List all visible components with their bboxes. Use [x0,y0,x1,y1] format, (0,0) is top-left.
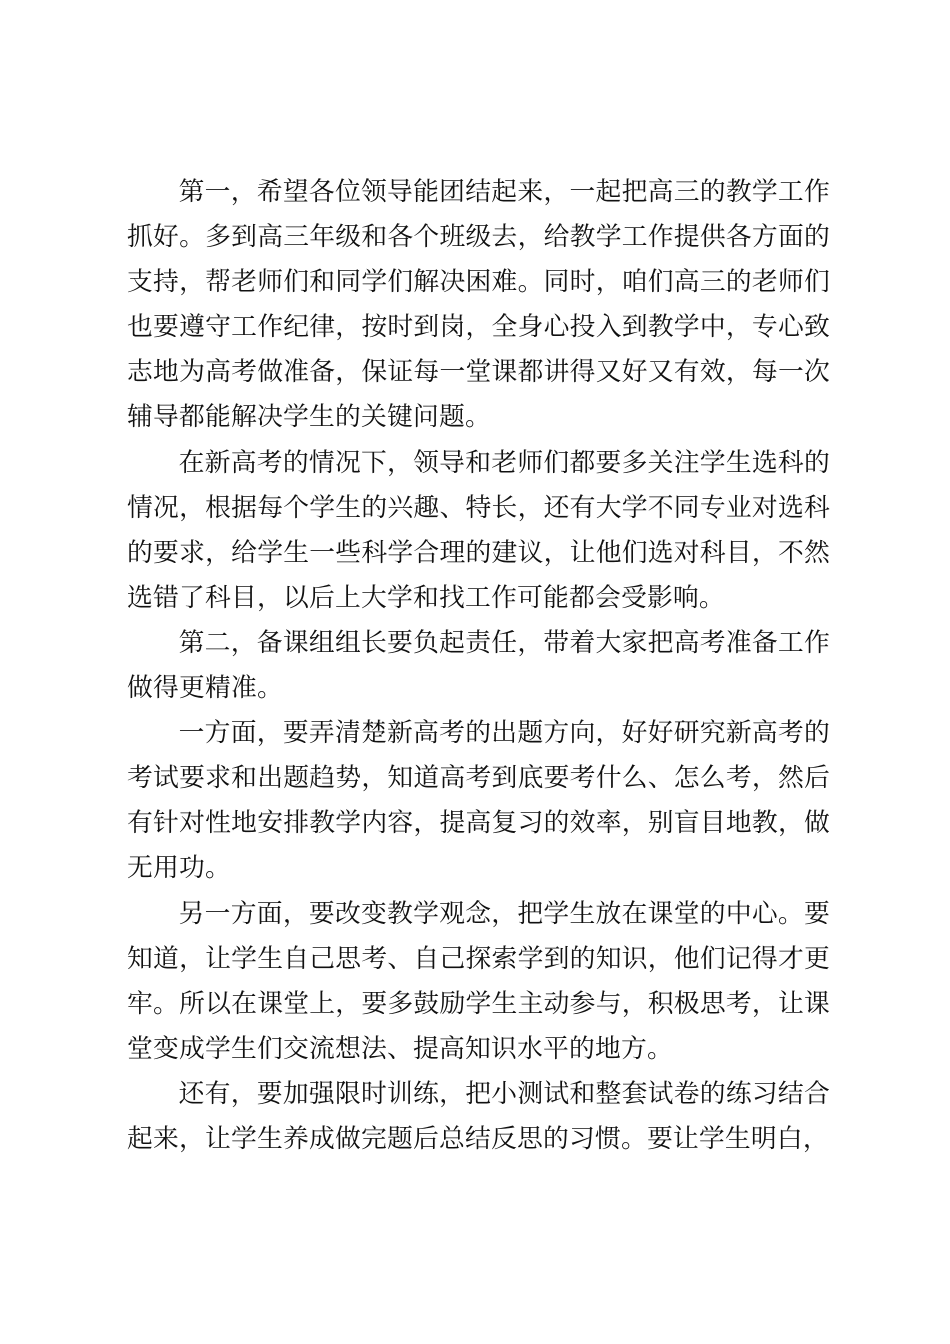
paragraph-3: 第二，备课组组长要负起责任，带着大家把高考准备工作做得更精准。 [127,627,830,704]
paragraph-1: 第一，希望各位领导能团结起来，一起把高三的教学工作抓好。多到高三年级和各个班级去，给教学工作提供各方面的支持，帮老师们和同学们解决困难。同时，咱们高三的老师们也要遵守工作纪律，按时到岗，全身心投入到教学中，专心致志地为高考做准备，保证每一堂课都讲得又好又有效，每一次辅导都能解决学生的关键问题。 [127,177,830,433]
paragraph-5: 另一方面，要改变教学观念，把学生放在课堂的中心。要知道，让学生自己思考、自己探索学到的知识，他们记得才更牢。所以在课堂上，要多鼓励学生主动参与，积极思考，让课堂变成学生们交流想法、提高知识水平的地方。 [127,898,830,1064]
paragraph-4: 一方面，要弄清楚新高考的出题方向，好好研究新高考的考试要求和出题趋势，知道高考到底要考什么、怎么考，然后有针对性地安排教学内容，提高复习的效率，别盲目地教，做无用功。 [127,718,830,884]
paragraph-6: 还有，要加强限时训练，把小测试和整套试卷的练习结合起来，让学生养成做完题后总结反思的习惯。要让学生明白， [127,1078,830,1154]
document-body [127,170,830,1162]
paragraph-2: 在新高考的情况下，领导和老师们都要多关注学生选科的情况，根据每个学生的兴趣、特长，还有大学不同专业对选科的要求，给学生一些科学合理的建议，让他们选对科目，不然选错了科目，以后上大学和找工作可能都会受影响。 [127,447,830,613]
